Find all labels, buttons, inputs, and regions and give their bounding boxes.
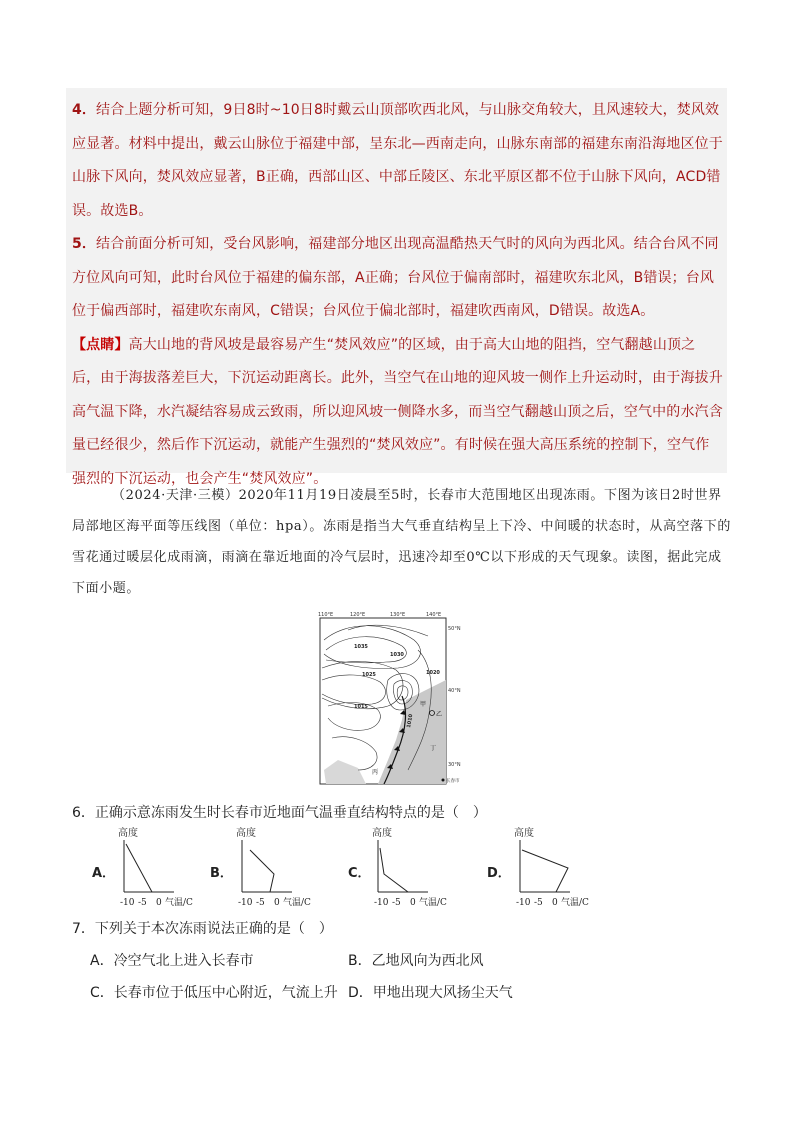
- x-tick: 0: [552, 898, 558, 908]
- legend-label: 长春市: [446, 779, 460, 784]
- answer-explanation-box: [66, 88, 727, 487]
- x-tick: -10: [516, 898, 531, 908]
- temperature-profile: [126, 844, 152, 892]
- answer-tip: [72, 329, 723, 497]
- x-axis-label: 气温/C: [561, 898, 589, 908]
- isobar-label: 1010: [406, 713, 415, 729]
- temperature-profile: [250, 850, 274, 892]
- question-source: （2024·天津·三模）: [112, 488, 239, 503]
- graph-y-label: 高度: [514, 828, 534, 839]
- answer-5: [72, 228, 723, 329]
- answer-4-text: 结合上题分析可知，9日8时~10日8时戴云山顶部吹西北风，与山脉交角较大，且风速较大，焚风效应显著。材料中提出，戴云山脉位于福建中部，呈东北—西南走向，山脉东南部的福建东南沿海地区位于山脉下风向，焚风效应显著，B正确，西部山区、中部丘陵区、东北平原区都不位于山脉下风向，ACD错误。故选B。: [72, 102, 723, 219]
- answer-4-number: 4．: [72, 102, 97, 118]
- lat-label: 30°N: [448, 762, 461, 768]
- x-tick: -10: [238, 898, 253, 908]
- x-tick: -5: [534, 898, 543, 908]
- option-b-label[interactable]: B．: [210, 866, 233, 881]
- isobar-label: 1020: [426, 670, 440, 676]
- x-tick: 0: [274, 898, 280, 908]
- answer-5-number: 5．: [72, 236, 97, 252]
- x-tick: -5: [138, 898, 147, 908]
- question-6-stem: 6．正确示意冻雨发生时长春市近地面气温垂直结构特点的是（ ）: [72, 805, 487, 821]
- lon-label: 140°E: [426, 612, 442, 618]
- isobar-map: [318, 610, 464, 786]
- answer-5-text: 结合前面分析可知，受台风影响，福建部分地区出现高温酷热天气时的风向为西北风。结合台风不同方位风向可知，此时台风位于福建的偏东部，A正确；台风位于偏南部时，福建吹东北风，B错误；台风位于偏西部时，福建吹东南风，C错误；台风位于偏北部时，福建吹西南风，D错误。故选A。: [72, 236, 719, 319]
- graph-y-label: 高度: [236, 828, 256, 839]
- x-axis-label: 气温/C: [419, 898, 447, 908]
- temperature-profile: [522, 850, 568, 892]
- lon-label: 120°E: [350, 612, 366, 618]
- lon-label: 130°E: [390, 612, 406, 618]
- isobar-label: 1030: [390, 652, 404, 658]
- temperature-profile: [380, 848, 408, 892]
- answer-4: [72, 94, 723, 228]
- option-a-label[interactable]: A．: [92, 866, 116, 881]
- question-7-stem: 7．下列关于本次冻雨说法正确的是（ ）: [72, 921, 333, 937]
- x-tick: -10: [374, 898, 389, 908]
- lat-label: 50°N: [448, 626, 461, 632]
- isobar-label: 1015: [354, 704, 368, 710]
- option-c-label[interactable]: C．: [348, 866, 371, 881]
- x-tick: -5: [392, 898, 401, 908]
- isobar-label: 1035: [354, 644, 368, 650]
- lon-label: 110°E: [318, 612, 334, 618]
- graph-y-label: 高度: [372, 828, 392, 839]
- graph-option-b[interactable]: [230, 826, 330, 910]
- question-intro: [72, 480, 732, 604]
- graph-option-d[interactable]: [508, 826, 608, 910]
- q7-option-c[interactable]: C．长春市位于低压中心附近，气流上升: [90, 985, 338, 1001]
- changchun-legend-dot: [442, 779, 445, 782]
- tip-label: 【点睛】: [72, 336, 129, 353]
- question-intro-text: 2020年11月19日凌晨至5时，长春市大范围地区出现冻雨。下图为该日2时世界局部地区海平面等压线图（单位：hpa）。冻雨是指当大气垂直结构呈上下冷、中间暖的状态时，从高空落下的雪花通过暖层化成雨滴，雨滴在靠近地面的冷气层时，迅速冷却至0℃以下形成的天气现象。读图，据此完成下面小题。: [72, 488, 731, 596]
- lat-label: 40°N: [448, 688, 461, 694]
- x-axis-label: 气温/C: [165, 898, 193, 908]
- option-d-label[interactable]: D．: [487, 866, 511, 881]
- isobar-label: 1025: [362, 672, 376, 678]
- q7-option-b[interactable]: B．乙地风向为西北风: [348, 953, 484, 969]
- place-label-jia: 甲: [420, 701, 427, 708]
- place-label-yi: 乙: [436, 711, 443, 718]
- place-label-ding: 丁: [430, 745, 437, 752]
- x-tick: -10: [120, 898, 135, 908]
- graph-y-label: 高度: [118, 828, 138, 839]
- q7-option-a[interactable]: A．冷空气北上进入长春市: [90, 953, 254, 969]
- x-axis-label: 气温/C: [283, 898, 311, 908]
- graph-option-c[interactable]: [366, 826, 466, 910]
- x-tick: -5: [256, 898, 265, 908]
- place-label-bing: 丙: [372, 769, 379, 776]
- tip-text: 高大山地的背风坡是最容易产生“焚风效应”的区域，由于高大山地的阻挡，空气翻越山顶之后，由于海拔落差巨大，下沉运动距离长。此外，当空气在山地的迎风坡一侧作上升运动时，由于海拔升高气温下降，水汽凝结容易成云致雨，所以迎风坡一侧降水多，而当空气翻越山顶之后，空气中的水汽含量已经很少，然后作下沉运动，就能产生强烈的“焚风效应”。有时候在强大高压系统的控制下，空气作强烈的下沉运动，也会产生“焚风效应”。: [72, 336, 723, 487]
- q7-option-d[interactable]: D．甲地出现大风扬尘天气: [348, 985, 513, 1001]
- graph-option-a[interactable]: [112, 826, 212, 910]
- x-tick: 0: [410, 898, 416, 908]
- x-tick: 0: [156, 898, 162, 908]
